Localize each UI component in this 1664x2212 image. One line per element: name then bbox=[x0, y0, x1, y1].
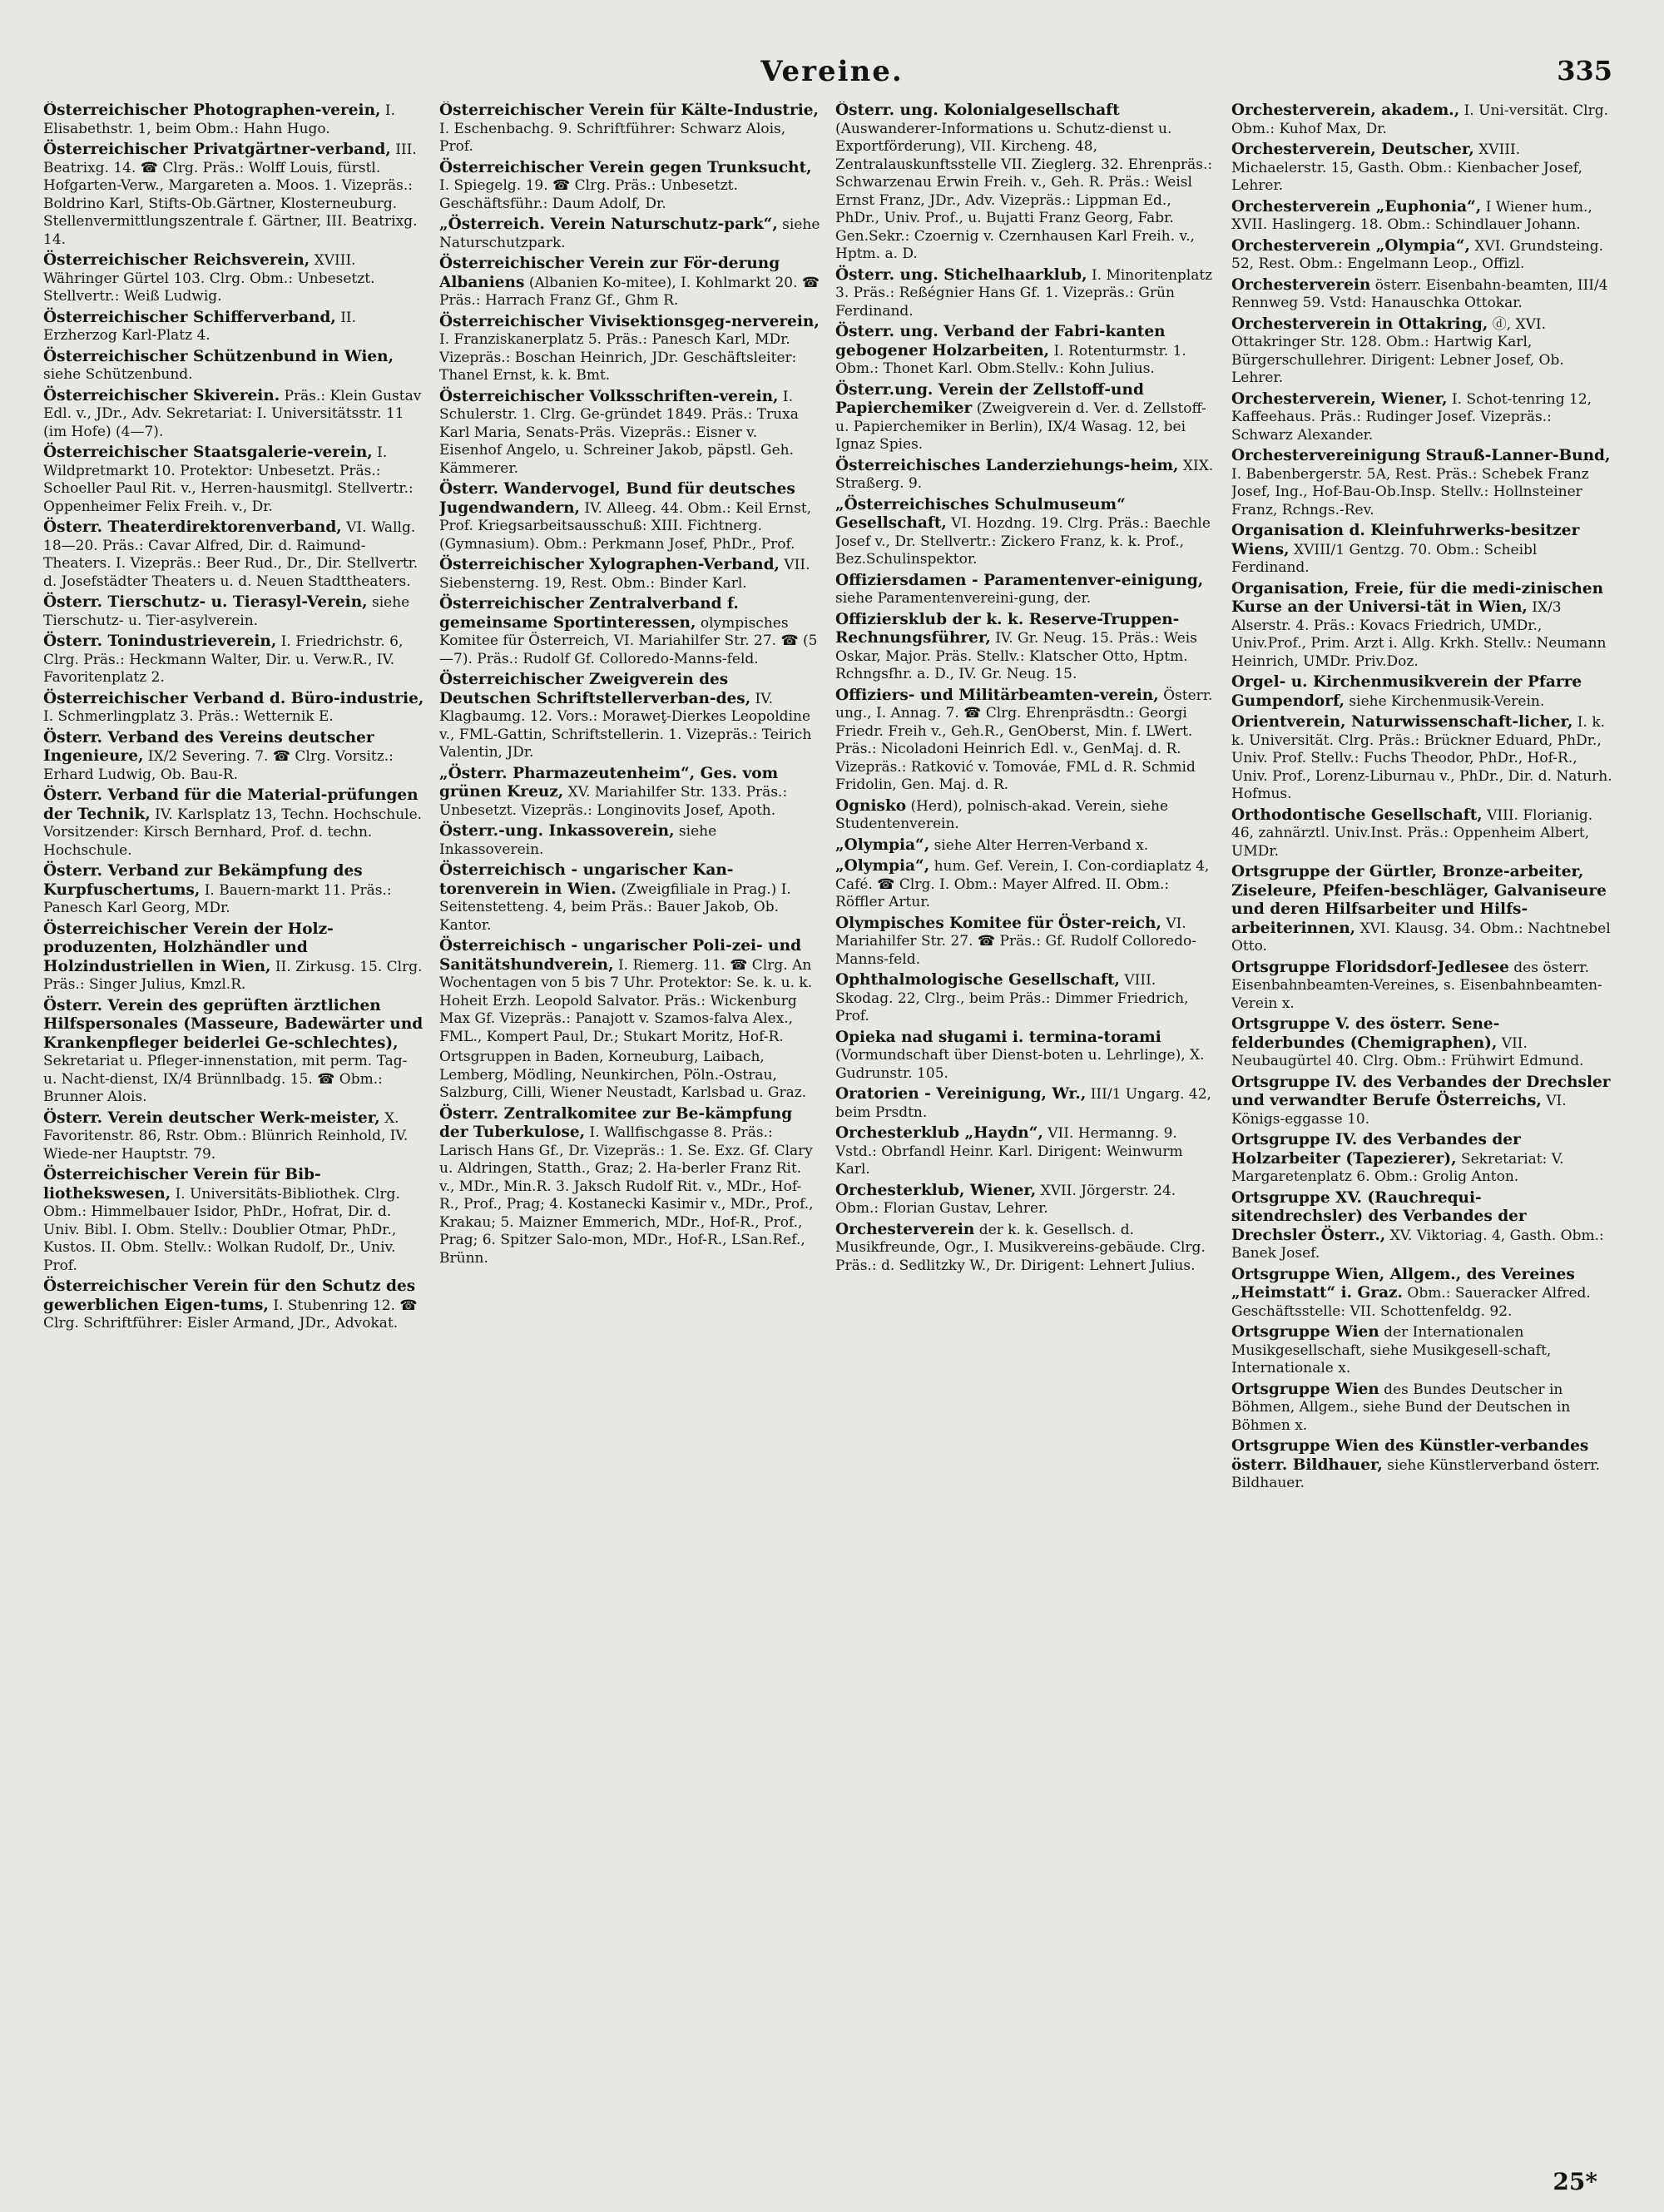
signature-mark: 25* bbox=[1553, 2168, 1597, 2195]
entry-name: Österreichischer Xylographen-Verband, bbox=[439, 556, 780, 573]
directory-entry bbox=[439, 937, 820, 1046]
directory-entry bbox=[43, 1166, 424, 1275]
entry-details: Präs.: Klein Gustav Edl. v., JDr., Adv. Sekretariat: I. Universitätsstr. 11 (im Hofe) (4—7). bbox=[43, 387, 422, 440]
entry-details: I. Minoritenplatz 3. Präs.: Reßégnier Hans Gf. 1. Vizepräs.: Grün Ferdinand. bbox=[835, 266, 1213, 320]
entry-name: Österreichisch - ungarischer Poli-zei- und Sanitätshundverein, bbox=[439, 937, 802, 974]
directory-entry bbox=[1231, 1131, 1612, 1187]
section-title: Vereine. bbox=[760, 55, 904, 88]
directory-entry bbox=[439, 216, 820, 252]
entry-details: I. Riemerg. 11. ☎ Clrg. An Wochentagen von 5 bis 7 Uhr. Protektor: Se. k. u. k. Hoheit Erzh. Leopold Salvator. Präs.: Wickenburg Max Gf. Vizepräs.: Panajott v. Szamos-falva Alex., FML., Kompert Paul, Dr.; Stukart Moritz, Hof-R. bbox=[439, 956, 813, 1045]
entry-details: (Vormundschaft über Dienst-boten u. Lehrlinge), X. Gudrunstr. 105. bbox=[835, 1047, 1205, 1082]
entry-name: Ophthalmologische Gesellschaft, bbox=[835, 971, 1120, 989]
entry-name: Österreichischer Privatgärtner-verband, bbox=[43, 141, 391, 158]
entry-name: Österreichisches Landerziehungs-heim, bbox=[835, 456, 1179, 474]
entry-details: VI. Mariahilfer Str. 27. ☎ Präs.: Gf. Rudolf Colloredo-Manns-feld. bbox=[835, 915, 1196, 968]
directory-entry bbox=[43, 862, 424, 918]
entry-name: Orchesterverein „Olympia“, bbox=[1231, 236, 1470, 255]
directory-entry bbox=[835, 323, 1216, 379]
entry-name: Österr.ung. Verein der Zellstoff-und Papierchemiker bbox=[835, 380, 1144, 417]
entry-name: Österreichischer Skiverein. bbox=[43, 386, 280, 404]
directory-entry bbox=[1231, 1266, 1612, 1322]
entry-name: Österreichischer Verein für Kälte-Industrie, bbox=[439, 102, 819, 119]
entry-name: Organisation d. Kleinfuhrwerks-besitzer Wiens, bbox=[1231, 522, 1580, 558]
directory-entry bbox=[43, 251, 424, 306]
entry-details: I. Wildpretmarkt 10. Protektor: Unbesetzt. Präs.: Schoeller Paul Rit. v., Herren-hausmitgl. Stellvertr.: Oppenheimer Felix Freih. v., Dr. bbox=[43, 444, 414, 515]
entry-details: XVIII. Währinger Gürtel 103. Clrg. Obm.: Unbesetzt. Stellvertr.: Weiß Ludwig. bbox=[43, 252, 375, 305]
column-4 bbox=[1231, 102, 1612, 2157]
entry-name: Österr. Tierschutz- u. Tierasyl-Verein, bbox=[43, 593, 368, 611]
directory-entry bbox=[43, 102, 424, 138]
entry-name: Österr. ung. Kolonialgesellschaft bbox=[835, 102, 1120, 119]
entry-details: (Zweigfiliale in Prag.) I. Seitenstetteng. 4, beim Präs.: Bauer Jakob, Ob. Kantor. bbox=[439, 880, 791, 934]
entry-name: Orgel- u. Kirchenmusikverein der Pfarre Gumpendorf, bbox=[1231, 673, 1582, 710]
entry-details: I. Schmerlingplatz 3. Präs.: Wetternik E. bbox=[43, 708, 334, 725]
entry-details: der k. k. Gesellsch. d. Musikfreunde, Ogr., I. Musikvereins-gebäude. Clrg. Präs.: d. Sedlitzky W., Dr. Dirigent: Lehnert Julius. bbox=[835, 1221, 1206, 1274]
entry-name: Österreichischer Verein zur För-derung Albaniens bbox=[439, 255, 780, 291]
entry-name: Österr.-ung. Inkassoverein, bbox=[439, 822, 675, 840]
entry-details: I. Schulerstr. 1. Clrg. Ge-gründet 1849. Präs.: Truxa Karl Maria, Senats-Präs. Vizepräs.: Eisner v. Eisenhof Angelo, u. Schreiner Jakob, päpstl. Geh. Kämmerer. bbox=[439, 388, 799, 477]
directory-entry bbox=[43, 1109, 424, 1164]
directory-entry bbox=[1231, 447, 1612, 519]
entry-details: I. Bauern-markt 11. Präs.: Panesch Karl Georg, MDr. bbox=[43, 881, 392, 916]
entry-details: II. Zirkusg. 15. Clrg. Präs.: Singer Julius, Kmzl.R. bbox=[43, 958, 423, 993]
entry-name: Ortsgruppe Wien des Künstler-verbandes österr. Bildhauer, bbox=[1231, 1437, 1589, 1474]
directory-entry bbox=[835, 1085, 1216, 1122]
entry-details: XVI. Klausg. 34. Obm.: Nachtnebel Otto. bbox=[1231, 920, 1611, 955]
entry-details: siehe Inkassoverein. bbox=[439, 823, 717, 858]
column-1 bbox=[43, 102, 424, 2157]
entry-details: siehe Naturschutzpark. bbox=[439, 216, 820, 251]
entry-name: Offiziersklub der k. k. Reserve-Truppen-Rechnungsführer, bbox=[835, 610, 1180, 647]
entry-details: XVII. Jörgerstr. 24. Obm.: Florian Gustav, Lehrer. bbox=[835, 1182, 1176, 1217]
directory-entry bbox=[835, 1029, 1216, 1084]
column-3 bbox=[835, 102, 1216, 2157]
directory-entry bbox=[1231, 198, 1612, 235]
entry-name: Offiziersdamen - Paramentenver-einigung, bbox=[835, 571, 1204, 589]
entry-details: VI. Königs-eggasse 10. bbox=[1231, 1093, 1567, 1128]
directory-entry bbox=[43, 309, 424, 345]
entry-details: I. Babenbergerstr. 5A, Rest. Präs.: Schebek Franz Josef, Ing., Hof-Bau-Ob.Insp. Stellv.: Hollnsteiner Franz, Rchngs.-Rev. bbox=[1231, 465, 1589, 518]
entry-name: Ognisko bbox=[835, 796, 907, 815]
entry-details: IV. Alleeg. 44. Obm.: Keil Ernst, Prof. Kriegsarbeitsausschuß: XIII. Fichtnerg. (Gymnasium). Obm.: Perkmann Josef, PhDr., Prof. bbox=[439, 499, 812, 553]
entry-name: Österreichischer Zweigverein des Deutschen Schriftstellerverban-des, bbox=[439, 671, 751, 707]
entry-details: siehe Kirchenmusik-Verein. bbox=[1349, 692, 1545, 710]
directory-entry bbox=[835, 1182, 1216, 1218]
entry-details: VIII. Florianig. 46, zahnärztl. Univ.Inst. Präs.: Oppenheim Albert, UMDr. bbox=[1231, 806, 1593, 860]
entry-name: Orchesterverein, akadem., bbox=[1231, 102, 1460, 119]
entry-details: I. Stubenring 12. ☎ Clrg. Schriftführer: Eisler Armand, JDr., Advokat. bbox=[43, 1297, 418, 1332]
directory-entry bbox=[1231, 959, 1612, 1014]
directory-entry bbox=[1231, 580, 1612, 672]
directory-entry bbox=[835, 1124, 1216, 1179]
entry-name: Ortsgruppe IV. des Verbandes der Holzarbeiter (Tapezierer), bbox=[1231, 1131, 1521, 1168]
entry-details: (Albanien Ko-mitee), I. Kohlmarkt 20. ☎ Präs.: Harrach Franz Gf., Ghm R. bbox=[439, 274, 820, 309]
entry-name: Orchestervereinigung Strauß-Lanner-Bund, bbox=[1231, 447, 1611, 464]
entry-details: siehe Schützenbund. bbox=[43, 366, 193, 383]
entry-name: Österr. Verband des Vereins deutscher Ingenieure, bbox=[43, 728, 374, 765]
entry-name: Österr. Wandervogel, Bund für deutsches Jugendwandern, bbox=[439, 480, 795, 517]
page-header bbox=[0, 55, 1664, 105]
entry-name: Orthodontische Gesellschaft, bbox=[1231, 806, 1483, 824]
entry-name: Orchesterverein „Euphonia“, bbox=[1231, 197, 1482, 216]
entry-details: I. Elisabethstr. 1, beim Obm.: Hahn Hugo. bbox=[43, 102, 395, 137]
entry-name: Orientverein, Naturwissenschaft-licher, bbox=[1231, 713, 1573, 731]
entry-details: III. Beatrixg. 14. ☎ Clrg. Präs.: Wolff Louis, fürstl. Hofgarten-Verw., Margareten a. Moos. 1. Vizepräs.: Boldrino Karl, Stifts-Ob.Gärtner, Klosterneuburg. Stellenvermittlungszentrale f. Gärtner, III. Beatrixg. 14. bbox=[43, 141, 418, 248]
entry-name: Österreichischer Verein für den Schutz des gewerblichen Eigen-tums, bbox=[43, 1277, 416, 1314]
directory-entry bbox=[835, 266, 1216, 321]
entry-name: Österreichischer Zentralverband f. gemeinsame Sportinteressen, bbox=[439, 595, 739, 632]
entry-details: Österr. ung., I. Annag. 7. ☎ Clrg. Ehrenpräsdtn.: Georgi Friedr. Freih v., Geh.R., GenOberst, Min. f. LWert. Präs.: Nicoladoni Heinrich Edl. v., GenMaj. d. R. Vizepräs.: Ratković v. Tomováe, FML d. R. Schmid Fridolin, Gen. Maj. d. R. bbox=[835, 687, 1213, 793]
directory-entry bbox=[1231, 1189, 1612, 1263]
directory-entry bbox=[43, 387, 424, 442]
directory-entry bbox=[835, 381, 1216, 454]
entry-details: VI. Wallg. 18—20. Präs.: Cavar Alfred, Dir. d. Raimund-Theaters. I. Vizepräs.: Beer Rud., Dr., Dir. Stellvertr. d. Josefstädter Theaters u. d. Neuen Stadttheaters. bbox=[43, 519, 418, 590]
entry-name: Österreichischer Staatsgalerie-verein, bbox=[43, 444, 373, 461]
directory-entry bbox=[835, 915, 1216, 970]
entry-details: (Zweigverein d. Ver. d. Zellstoff- u. Papierchemiker in Berlin), IX/4 Wasag. 12, bei Ignaz Spies. bbox=[835, 400, 1206, 453]
entry-name: Ortsgruppe der Gürtler, Bronze-arbeiter, Ziseleure, Pfeifen-beschläger, Galvaniseure und deren Hilfsarbeiter und Hilfs-arbeiterinnen, bbox=[1231, 863, 1607, 937]
entry-name: „Olympia“, bbox=[835, 857, 930, 875]
directory-entry bbox=[43, 786, 424, 860]
directory-entry bbox=[835, 797, 1216, 834]
entry-details: des Bundes Deutscher in Böhmen, Allgem., siehe Bund der Deutschen in Böhmen x. bbox=[1231, 1381, 1571, 1434]
directory-entry bbox=[43, 690, 424, 727]
directory-entry bbox=[439, 595, 820, 668]
directory-entry bbox=[43, 1277, 424, 1333]
entry-name: Österr. Verband für die Material-prüfungen der Technik, bbox=[43, 786, 418, 823]
directory-entry bbox=[1231, 863, 1612, 956]
entry-details: Sekretariat u. Pfleger-innenstation, mit perm. Tag- u. Nacht-dienst, IX/4 Brünnlbadg. 15. ☎ Obm.: Brunner Alois. bbox=[43, 1053, 408, 1105]
entry-name: Orchesterklub, Wiener, bbox=[835, 1181, 1037, 1199]
directory-entry bbox=[439, 388, 820, 479]
entry-name: Offiziers- und Militärbeamten-verein, bbox=[835, 686, 1159, 704]
entry-name: Österreichischer Verein der Holz-produzenten, Holzhändler und Holzindustriellen in Wien, bbox=[43, 920, 334, 975]
directory-entry bbox=[1231, 806, 1612, 861]
directory-entry bbox=[439, 765, 820, 821]
directory-entry bbox=[1231, 1437, 1612, 1493]
entry-details: I Wiener hum., XVII. Haslingerg. 18. Obm.: Schindlauer Johann. bbox=[1231, 198, 1592, 233]
entry-details: I. Schot-tenring 12, Kaffeehaus. Präs.: Rudinger Josef. Vizepräs.: Schwarz Alexander. bbox=[1231, 390, 1592, 444]
entry-details: I. k. k. Universität. Clrg. Präs.: Brückner Eduard, PhDr., Univ. Prof. Stellv.: Fuchs Theodor, PhDr., Hof-R., Univ. Prof., Lorenz-Liburnau v., PhDr., Dir. d. Naturh. Hofmus. bbox=[1231, 714, 1612, 802]
directory-entry bbox=[1231, 141, 1612, 196]
entry-details: IV. Karlsplatz 13, Techn. Hochschule. Vorsitzender: Kirsch Bernhard, Prof. d. techn. Hochschule. bbox=[43, 806, 423, 859]
entry-name: Organisation, Freie, für die medi-zinischen Kurse an der Universi-tät in Wien, bbox=[1231, 579, 1604, 616]
entry-name: „Österreichisches Schulmuseum“ Gesellschaft, bbox=[835, 495, 1126, 532]
entry-details: I. Spiegelg. 19. ☎ Clrg. Präs.: Unbesetzt. Geschäftsführ.: Daum Adolf, Dr. bbox=[439, 177, 738, 212]
entry-details: des österr. Eisenbahnbeamten-Vereines, s. Eisenbahnbeamten-Verein x. bbox=[1231, 959, 1602, 1012]
entry-name: „Österr. Pharmazeutenheim“, Ges. vom grünen Kreuz, bbox=[439, 764, 779, 801]
entry-name: Österr. Zentralkomitee zur Be-kämpfung der Tuberkulose, bbox=[439, 1104, 793, 1141]
directory-entry bbox=[1231, 237, 1612, 274]
entry-details: XV. Viktoriag. 4, Gasth. Obm.: Banek Josef. bbox=[1231, 1227, 1604, 1262]
directory-entry bbox=[1231, 1074, 1612, 1129]
directory-entry bbox=[835, 857, 1216, 912]
entry-details: IV. Klagbaumg. 12. Vors.: Moraweţ-Dierkes Leopoldine v., FML-Gattin, Schriftstellerin. 1. Vizepräs.: Teirich Valentin, JDr. bbox=[439, 690, 812, 761]
entry-details: VI. Hozdng. 19. Clrg. Präs.: Baechle Josef v., Dr. Stellvertr.: Zickero Franz, k. k. Prof., Bez.Schulinspektor. bbox=[835, 515, 1211, 568]
entry-details: ⓓ, XVI. Ottakringer Str. 128. Obm.: Hartwig Karl, Bürgerschullehrer. Dirigent: Lebner Josef, Ob. Lehrer. bbox=[1231, 315, 1564, 386]
entry-name: Österreichisch - ungarischer Kan-torenverein in Wien. bbox=[439, 861, 734, 898]
directory-entry bbox=[43, 920, 424, 994]
entry-details: hum. Gef. Verein, I. Con-cordiaplatz 4, Café. ☎ Clrg. I. Obm.: Mayer Alfred. II. Obm.: Röffler Artur. bbox=[835, 858, 1210, 910]
entry-details: IX/2 Severing. 7. ☎ Clrg. Vorsitz.: Erhard Ludwig, Ob. Bau-R. bbox=[43, 748, 394, 783]
entry-name: Österreichischer Photographen-verein, bbox=[43, 102, 381, 119]
directory-entry bbox=[1231, 673, 1612, 711]
directory-entry bbox=[1231, 522, 1612, 578]
entry-name: Österr. Verband zur Bekämpfung des Kurpfuschertums, bbox=[43, 862, 363, 899]
entry-name: Orchesterverein, Wiener, bbox=[1231, 389, 1448, 408]
entry-name: Ortsgruppe Floridsdorf-Jedlesee bbox=[1231, 958, 1509, 976]
entry-name: Österr. Verein des geprüften ärztlichen Hilfspersonales (Masseure, Badewärter und Krankenpfleger beiderlei Ge-schlechtes), bbox=[43, 996, 423, 1052]
directory-entry bbox=[835, 971, 1216, 1026]
entry-name: Olympisches Komitee für Öster-reich, bbox=[835, 914, 1161, 932]
entry-details: II. Erzherzog Karl-Platz 4. bbox=[43, 309, 357, 344]
directory-entry bbox=[43, 141, 424, 249]
entry-name: Orchesterverein in Ottakring, bbox=[1231, 315, 1488, 333]
entry-details: der Internationalen Musikgesellschaft, siehe Musikgesell-schaft, Internationale x. bbox=[1231, 1324, 1552, 1376]
directory-entry bbox=[439, 822, 820, 859]
entry-name: Ortsgruppe Wien bbox=[1231, 1323, 1379, 1341]
entry-name: Ortsgruppe V. des österr. Sene-felderbundes (Chemigraphen), bbox=[1231, 1015, 1500, 1052]
entry-details: Obm.: Saueracker Alfred. Geschäftsstelle: VII. Schottenfeldg. 92. bbox=[1231, 1285, 1591, 1320]
directory-entry bbox=[1231, 390, 1612, 445]
entry-name: Österr. Theaterdirektorenverband, bbox=[43, 518, 342, 536]
entry-name: Österr. ung. Stichelhaarklub, bbox=[835, 265, 1087, 284]
entry-name: Österreichischer Reichsverein, bbox=[43, 251, 310, 269]
entry-name: Orchesterverein bbox=[1231, 275, 1371, 294]
directory-entry bbox=[439, 861, 820, 935]
directory-entry bbox=[43, 729, 424, 785]
directory-entry bbox=[1231, 315, 1612, 388]
entry-name: Österreichischer Vivisektionsgeg-nerverein, bbox=[439, 312, 820, 330]
entry-details: VIII. Skodag. 22, Clrg., beim Präs.: Dimmer Friedrich, Prof. bbox=[835, 972, 1189, 1024]
entry-name: Österreichischer Verband d. Büro-industrie, bbox=[43, 689, 424, 707]
entry-name: Österreichischer Schifferverband, bbox=[43, 308, 336, 326]
directory-entry bbox=[439, 1049, 820, 1103]
entry-name: Österreichischer Verein für Bib-liothekswesen, bbox=[43, 1166, 321, 1203]
entry-details: siehe Künstlerverband österr. Bildhauer. bbox=[1231, 1456, 1601, 1491]
entry-details: I. Franziskanerplatz 5. Präs.: Panesch Karl, MDr. Vizepräs.: Boschan Heinrich, JDr. Geschäftsleiter: Thanel Ernst, k. k. Bmt. bbox=[439, 331, 797, 384]
directory-entry bbox=[439, 255, 820, 310]
directory-entry bbox=[835, 687, 1216, 795]
entry-details: VII. Hermanng. 9. Vstd.: Obrfandl Heinr. Karl. Dirigent: Weinwurm Karl. bbox=[835, 1125, 1183, 1178]
directory-entry bbox=[1231, 1015, 1612, 1071]
directory-entry bbox=[439, 671, 820, 762]
directory-entry bbox=[835, 457, 1216, 493]
entry-details: XVI. Grundsteing. 52, Rest. Obm.: Engelmann Leop., Offizl. bbox=[1231, 237, 1604, 272]
directory-entry bbox=[439, 1105, 820, 1268]
entry-details: österr. Eisenbahn-beamten, III/4 Rennweg 59. Vstd: Hanauschka Ottokar. bbox=[1231, 276, 1608, 311]
directory-entry bbox=[835, 836, 1216, 856]
entry-details: I. Friedrichstr. 6, Clrg. Präs.: Heckmann Walter, Dir. u. Verw.R., IV. Favoritenplatz 2. bbox=[43, 633, 404, 686]
entry-name: Österr. Tonindustrieverein, bbox=[43, 632, 277, 650]
directory-entry bbox=[1231, 276, 1612, 313]
entry-name: Oratorien - Vereinigung, Wr., bbox=[835, 1085, 1087, 1103]
directory-entry bbox=[835, 102, 1216, 264]
entry-details: siehe Alter Herren-Verband x. bbox=[934, 836, 1149, 854]
entry-name: Ortsgruppe XV. (Rauchrequi-sitendrechsler) des Verbandes der Drechsler Österr., bbox=[1231, 1188, 1527, 1244]
directory-entry bbox=[439, 480, 820, 553]
entry-details: Ortsgruppen in Baden, Korneuburg, Laibach, Lemberg, Mödling, Neunkirchen, Pöln.-Ostrau, Salzburg, Cilli, Wiener Neustadt, Karlsbad u. Graz. bbox=[439, 1049, 807, 1101]
directory-entry bbox=[835, 496, 1216, 569]
entry-details: VII. Neubaugürtel 40. Clrg. Obm.: Frühwirt Edmund. bbox=[1231, 1034, 1584, 1069]
directory-entry bbox=[835, 1221, 1216, 1276]
entry-name: Orchesterverein, Deutscher, bbox=[1231, 141, 1474, 158]
entry-details: I. Wallfischgasse 8. Präs.: Larisch Hans Gf., Dr. Vizepräs.: 1. Se. Exz. Gf. Clary u. Aldringen, Statth., Graz; 2. Ha-berler Franz Rit. v., MDr., Min.R. 3. Jaksch Rudolf Rit. v., MDr., Hof-R., Prof., Prag; 4. Kostanecki Kasimir v., MDr., Prof., Krakau; 5. Maizner Emmerich, MDr., Hof-R., Prof., Prag; 6. Spitzer Salo-mon, MDr., Hof-R., LSan.Ref., Brünn. bbox=[439, 1124, 814, 1267]
entry-details: (Auswanderer-Informations u. Schutz-dienst u. Exportförderung), VII. Kircheng. 48, Zentralauskunftsstelle VII. Zieglerg. 32. Ehrenpräs.: Schwarzenau Erwin Freih. v., Geh. R. Präs.: Weisl Ernst Franz, JDr., Adv. Vizepräs.: Lippman Ed., PhDr., Univ. Prof., u. Bujatti Franz Georg, Fabr. Gen.Sekr.: Czoernig v. Czernhausen Karl Freih. v., Hptm. a. D. bbox=[835, 120, 1213, 262]
directory-entry bbox=[43, 518, 424, 591]
directory-entry bbox=[43, 997, 424, 1107]
entry-name: Österreichischer Schützenbund in Wien, bbox=[43, 347, 394, 365]
entry-name: Österr. Verein deutscher Werk-meister, bbox=[43, 1108, 380, 1127]
entry-name: Opieka nad sługami i. termina-torami bbox=[835, 1028, 1161, 1046]
directory-entry bbox=[439, 313, 820, 385]
entry-details: I. Rotenturmstr. 1. Obm.: Thonet Karl. Obm.Stellv.: Kohn Julius. bbox=[835, 342, 1186, 377]
entry-name: Ortsgruppe Wien bbox=[1231, 1380, 1379, 1398]
directory-entry bbox=[43, 593, 424, 630]
directory-entry bbox=[439, 556, 820, 593]
entry-details: IX/3 Alserstr. 4. Präs.: Kovacs Friedrich, UMDr., Univ.Prof., Prim. Arzt i. Allg. Krkh. Stellv.: Neumann Heinrich, UMDr. Priv.Doz. bbox=[1231, 599, 1607, 670]
entry-name: Österreichischer Verein gegen Trunksucht, bbox=[439, 158, 812, 176]
entry-name: Österreichischer Volksschriften-verein, bbox=[439, 387, 779, 405]
directory-entry bbox=[1231, 1381, 1612, 1436]
entry-name: „Österreich. Verein Naturschutz-park“, bbox=[439, 216, 778, 233]
entry-details: VII. Siebensterng. 19, Rest. Obm.: Binder Karl. bbox=[439, 557, 810, 592]
directory-entry bbox=[835, 572, 1216, 608]
entry-details: olympisches Komitee für Österreich, VI. Mariahilfer Str. 27. ☎ (5—7). Präs.: Rudolf Gf. Colloredo-Manns-feld. bbox=[439, 614, 818, 667]
directory-entry bbox=[835, 611, 1216, 684]
entry-details: XVIII/1 Gentzg. 70. Obm.: Scheibl Ferdinand. bbox=[1231, 541, 1538, 576]
entry-details: IV. Gr. Neug. 15. Präs.: Weis Oskar, Major. Präs. Stellv.: Klatscher Otto, Hptm. Rchngsfhr. a. D., IV. Gr. Neug. 15. bbox=[835, 630, 1197, 682]
directory-entry bbox=[43, 632, 424, 687]
directory-entry bbox=[43, 348, 424, 384]
entry-details: siehe Paramentenvereini-gung, der. bbox=[835, 590, 1092, 607]
entry-details: X. Favoritenstr. 86, Rstr. Obm.: Blünrich Reinhold, IV. Wiede-ner Hauptstr. 79. bbox=[43, 1109, 409, 1163]
entry-name: Orchesterklub „Haydn“, bbox=[835, 1124, 1043, 1142]
directory-entry bbox=[1231, 102, 1612, 138]
entry-name: Ortsgruppe IV. des Verbandes der Drechsler und verwandter Berufe Österreichs, bbox=[1231, 1073, 1611, 1109]
directory-entry bbox=[439, 159, 820, 214]
directory-entry bbox=[1231, 1323, 1612, 1378]
directory-entry bbox=[1231, 713, 1612, 804]
entry-details: Sekretariat: V. Margaretenplatz 6. Obm.: Grolig Anton. bbox=[1231, 1150, 1564, 1185]
entry-name: Österr. ung. Verband der Fabri-kanten gebogener Holzarbeiten, bbox=[835, 323, 1166, 360]
entry-details: XVIII. Michaelerstr. 15, Gasth. Obm.: Kienbacher Josef, Lehrer. bbox=[1231, 141, 1582, 194]
entry-details: I. Eschenbachg. 9. Schriftführer: Schwarz Alois, Prof. bbox=[439, 120, 786, 155]
directory-entry bbox=[439, 102, 820, 156]
entry-details: I. Universitäts-Bibliothek. Clrg. Obm.: Himmelbauer Isidor, PhDr., Hofrat, Dir. d. Univ. Bibl. I. Obm. Stellv.: Doublier Otmar, PhDr., Kustos. II. Obm. Stellv.: Wolkan Rudolf, Dr., Univ. Prof. bbox=[43, 1185, 400, 1274]
entry-name: Ortsgruppe Wien, Allgem., des Vereines „Heimstatt“ i. Graz. bbox=[1231, 1265, 1575, 1302]
column-2 bbox=[439, 102, 820, 2157]
entry-details: siehe Tierschutz- u. Tier-asylverein. bbox=[43, 594, 410, 629]
directory-entry bbox=[43, 444, 424, 516]
entry-details: XIX. Straßerg. 9. bbox=[835, 457, 1214, 492]
entry-details: III/1 Ungarg. 42, beim Prsdtn. bbox=[835, 1086, 1211, 1121]
entry-details: I. Uni-versität. Clrg. Obm.: Kuhof Max, Dr. bbox=[1231, 102, 1608, 137]
entry-name: Orchesterverein bbox=[835, 1220, 975, 1238]
entry-details: (Herd), polnisch-akad. Verein, siehe Studentenverein. bbox=[835, 797, 1169, 832]
entry-details: XV. Mariahilfer Str. 133. Präs.: Unbesetzt. Vizepräs.: Longinovits Josef, Apoth. bbox=[439, 784, 788, 819]
entry-name: „Olympia“, bbox=[835, 836, 930, 854]
page-number: 335 bbox=[1557, 55, 1612, 87]
